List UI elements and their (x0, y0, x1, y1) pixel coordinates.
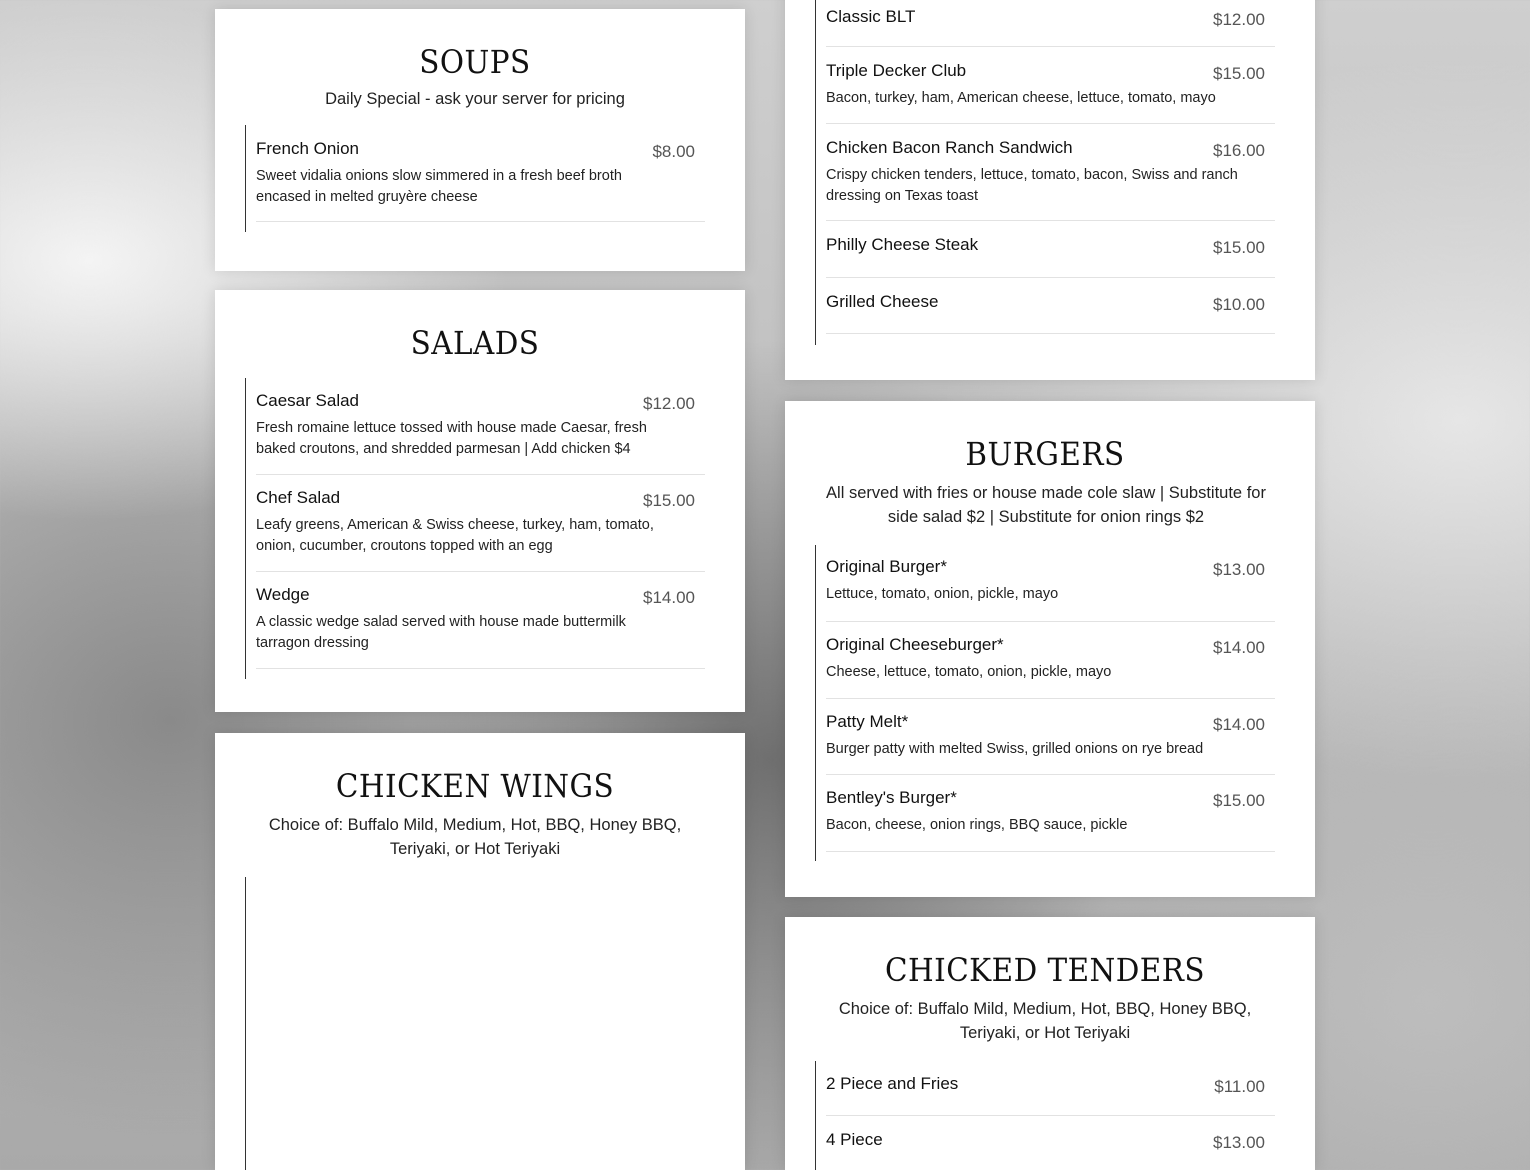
menu-item (826, 278, 1275, 334)
item-price: $12.00 (643, 394, 695, 413)
menu-item (826, 557, 1275, 622)
menu-item (826, 7, 1275, 47)
item-description: Crispy chicken tenders, lettuce, tomato, bacon, Swiss and ranch dressing on Texas toast (826, 167, 1238, 204)
item-price: $15.00 (643, 491, 695, 510)
tenders-title: CHICKED TENDERS (884, 951, 1206, 989)
soups-item-list (245, 125, 705, 232)
item-name: 4 Piece (826, 1130, 883, 1149)
tenders-subtitle: Choice of: Buffalo Mild, Medium, Hot, BBQ, Honey BBQ, Teriyaki, or Hot Teriyaki (838, 1000, 1252, 1042)
menu-item (826, 775, 1275, 852)
item-price: $10.00 (1213, 295, 1265, 314)
wings-title: CHICKEN WINGS (335, 767, 615, 805)
menu-item (256, 391, 705, 475)
item-name: Classic BLT (826, 7, 916, 26)
item-price: $16.00 (1213, 141, 1265, 160)
item-description: Cheese, lettuce, tomato, onion, pickle, mayo (826, 664, 1112, 680)
tenders-item-list (815, 1061, 1275, 1170)
item-name: Original Cheeseburger* (826, 635, 1004, 654)
item-name: Grilled Cheese (826, 292, 939, 311)
sandwiches-item-list (815, 0, 1275, 345)
wings-card (215, 733, 745, 1170)
item-price: $13.00 (1213, 560, 1265, 579)
item-description: Bacon, turkey, ham, American cheese, lettuce, tomato, mayo (826, 90, 1216, 106)
soups-subtitle: Daily Special - ask your server for pricing (325, 90, 625, 108)
item-name: Philly Cheese Steak (826, 235, 979, 254)
item-name: Caesar Salad (256, 391, 360, 410)
burgers-subtitle: All served with fries or house made cole slaw | Substitute for side salad $2 | Substitute for onion rings $2 (826, 484, 1266, 526)
sandwiches-card (785, 0, 1315, 380)
menu-item (826, 124, 1275, 221)
item-description: Bacon, cheese, onion rings, BBQ sauce, pickle (826, 817, 1128, 833)
item-price: $8.00 (652, 142, 695, 161)
menu-item (256, 572, 705, 669)
menu-item (826, 699, 1275, 775)
item-price: $15.00 (1213, 791, 1265, 810)
item-description: A classic wedge salad served with house made buttermilk tarragon dressing (256, 614, 626, 651)
soups-card (215, 9, 745, 271)
item-price: $14.00 (1213, 715, 1265, 734)
item-price: $11.00 (1214, 1077, 1265, 1096)
burgers-title: BURGERS (965, 435, 1125, 473)
item-description: Fresh romaine lettuce tossed with house made Caesar, fresh baked croutons, and shredded parmesan | Add chicken $4 (256, 420, 647, 457)
item-name: Chicken Bacon Ranch Sandwich (826, 138, 1073, 157)
soups-title: SOUPS (419, 43, 531, 81)
burgers-card (785, 401, 1315, 897)
salads-item-list (245, 378, 705, 679)
tenders-card (785, 917, 1315, 1170)
salads-title: SALADS (410, 324, 540, 362)
item-price: $15.00 (1213, 64, 1265, 83)
menu-item (256, 475, 705, 572)
wings-item-list (245, 877, 705, 1170)
item-name: 2 Piece and Fries (826, 1074, 959, 1093)
item-price: $14.00 (1213, 638, 1265, 657)
item-name: French Onion (256, 139, 359, 158)
item-description: Sweet vidalia onions slow simmered in a fresh beef broth encased in melted gruyère cheese (256, 168, 622, 205)
salads-card (215, 290, 745, 712)
menu-item (826, 221, 1275, 278)
item-name: Patty Melt* (826, 712, 909, 731)
menu-item (826, 47, 1275, 124)
item-name: Bentley's Burger* (826, 788, 957, 807)
item-description: Lettuce, tomato, onion, pickle, mayo (826, 586, 1059, 602)
item-price: $13.00 (1213, 1133, 1265, 1152)
menu-item (826, 1116, 1275, 1170)
wings-subtitle: Choice of: Buffalo Mild, Medium, Hot, BBQ, Honey BBQ, Teriyaki, or Hot Teriyaki (268, 816, 682, 858)
item-name: Wedge (256, 585, 310, 604)
item-price: $12.00 (1213, 10, 1265, 29)
item-description: Leafy greens, American & Swiss cheese, turkey, ham, tomato, onion, cucumber, croutons topped with an egg (256, 517, 654, 554)
item-price: $14.00 (643, 588, 695, 607)
menu-item (826, 622, 1275, 699)
menu-item (256, 139, 705, 222)
item-name: Chef Salad (256, 488, 341, 507)
burgers-item-list (815, 545, 1275, 861)
item-name: Original Burger* (826, 557, 947, 576)
item-description: Burger patty with melted Swiss, grilled onions on rye bread (826, 741, 1204, 757)
menu-item (826, 1074, 1275, 1116)
item-name: Triple Decker Club (826, 61, 967, 80)
item-price: $15.00 (1213, 238, 1265, 257)
